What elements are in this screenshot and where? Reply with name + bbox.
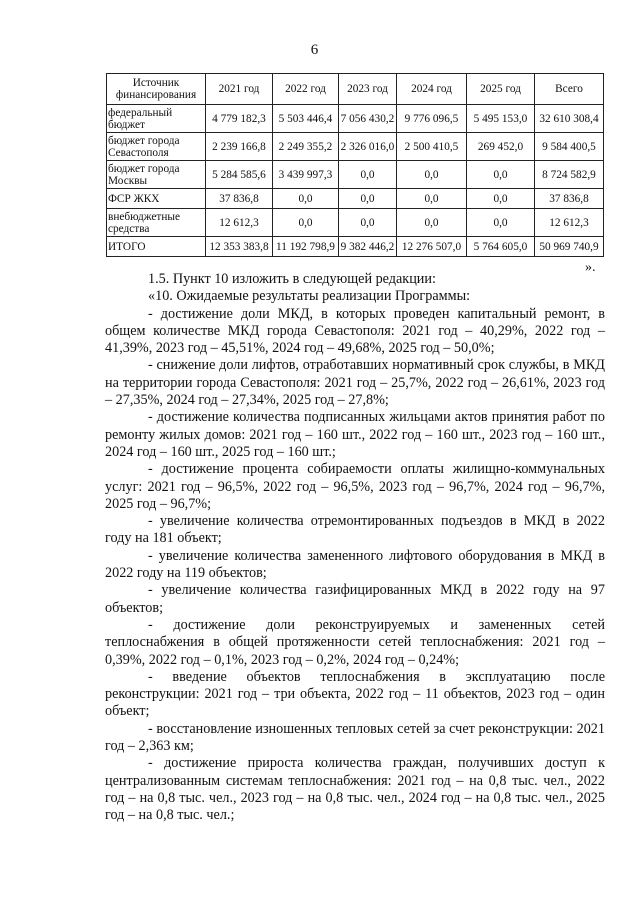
header-2024: 2024 год [397,74,467,105]
cell-2023: 0,0 [339,189,397,209]
cell-2023: 9 382 446,2 [339,237,397,257]
page-number: 6 [310,42,319,58]
cell-2023: 7 056 430,2 [339,105,397,133]
list-item: - достижение доли реконструируемых и замененных сетей теплоснабжения в общей протяженности сетей теплоснабжения: 2021 год – 0,39%, 2022 год – 0,1%, 2023 год – 0,2%, 2024 год – 0,24%; [105,616,605,668]
list-item: - достижение количества подписанных жильцами актов принятия работ по ремонту жилых домов: 2021 год – 160 шт., 2022 год – 160 шт., 2023 год – 160 шт., 2024 год – 160 шт., 2025 год – 160 шт.; [105,409,605,460]
quote-close: ». [585,260,596,275]
cell-2023: 2 326 016,0 [339,133,397,161]
cell-total: 8 724 582,9 [535,161,604,189]
cell-2024: 2 500 410,5 [397,133,467,161]
cell-2023: 0,0 [339,161,397,189]
cell-total: 32 610 308,4 [535,105,604,133]
program-results-heading: «10. Ожидаемые результаты реализации Программы: [148,288,471,305]
list-item: - увеличение количества газифицированных МКД в 2022 году на 97 объектов; [105,582,605,616]
table-row [107,105,604,133]
list-item: - достижение доли МКД, в которых проведен капитальный ремонт, в общем количестве МКД города Севастополя: 2021 год – 40,29%, 2022 год – 41,39%, 2023 год – 45,51%, 2024 год – 49,68%, 2025 год – 50,0%; [105,305,605,357]
header-2025: 2025 год [467,74,535,105]
header-2021: 2021 год [206,74,273,105]
cell-2021: 12 612,3 [206,209,273,237]
document-body [105,271,605,825]
cell-2025: 269 452,0 [467,133,535,161]
cell-source: ФСР ЖКХ [107,189,206,209]
cell-2025: 5 495 153,0 [467,105,535,133]
list-item: - снижение доли лифтов, отработавших нормативный срок службы, в МКД на территории города Севастополя: 2021 год – 25,7%, 2022 год – 26,61%, 2023 год – 27,35%, 2024 год – 27,34%, 2025 год – 27,8%; [105,357,605,409]
cell-total: 50 969 740,9 [535,237,604,257]
section-heading: 1.5. Пункт 10 изложить в следующей редакции: [148,271,436,287]
cell-2024: 0,0 [397,209,467,237]
cell-2023: 0,0 [339,209,397,237]
header-2023: 2023 год [339,74,397,105]
cell-source: ИТОГО [107,237,206,257]
cell-total: 9 584 400,5 [535,133,604,161]
list-item: - увеличение количества замененного лифтового оборудования в МКД в 2022 году на 119 объектов; [105,547,605,582]
cell-2025: 0,0 [467,209,535,237]
cell-2022: 5 503 446,4 [273,105,339,133]
cell-2025: 0,0 [467,189,535,209]
table-row [107,209,604,237]
cell-2024: 12 276 507,0 [397,237,467,257]
header-2022: 2022 год [273,74,339,105]
cell-2021: 37 836,8 [206,189,273,209]
cell-2025: 5 764 605,0 [467,237,535,257]
cell-source: бюджет города Москвы [107,161,206,189]
cell-2022: 0,0 [273,209,339,237]
cell-2021: 12 353 383,8 [206,237,273,257]
cell-2021: 2 239 166,8 [206,133,273,161]
cell-source: внебюджетные средства [107,209,206,237]
table-row [107,133,604,161]
cell-2024: 0,0 [397,161,467,189]
financing-table [106,73,604,257]
cell-source: бюджет города Севастополя [107,133,206,161]
list-item: - достижение процента собираемости оплаты жилищно-коммунальных услуг: 2021 год – 96,5%, 2022 год – 96,5%, 2023 год – 96,7%, 2024 год – 96,7%, 2025 год – 96,7%; [105,461,605,512]
table-row [107,189,604,209]
cell-total: 12 612,3 [535,209,604,237]
cell-2021: 4 779 182,3 [206,105,273,133]
cell-2021: 5 284 585,6 [206,161,273,189]
cell-2024: 9 776 096,5 [397,105,467,133]
cell-2022: 2 249 355,2 [273,133,339,161]
cell-source: федеральный бюджет [107,105,206,133]
list-item: - восстановление изношенных тепловых сетей за счет реконструкции: 2021 год – 2,363 км; [105,720,605,755]
table-total-row [107,237,604,257]
cell-2024: 0,0 [397,189,467,209]
cell-2025: 0,0 [467,161,535,189]
cell-2022: 3 439 997,3 [273,161,339,189]
list-item: - увеличение количества отремонтированных подъездов в МКД в 2022 году на 181 объект; [105,513,605,547]
table-row [107,161,604,189]
header-total: Всего [535,74,604,105]
list-item: - введение объектов теплоснабжения в эксплуатацию после реконструкции: 2021 год – три объекта, 2022 год – 11 объектов, 2023 год – один объект; [105,668,605,720]
header-source: Источник финансирования [107,74,206,105]
cell-2022: 11 192 798,9 [273,237,339,257]
list-item: - достижение прироста количества граждан, получивших доступ к централизованным системам теплоснабжения: 2021 год – на 0,8 тыс. чел., 2022 год – на 0,8 тыс. чел., 2023 год – на 0,8 тыс. чел., 2024 год – на 0,8 тыс. чел., 2025 год – на 0,8 тыс. чел.; [105,755,605,824]
cell-2022: 0,0 [273,189,339,209]
cell-total: 37 836,8 [535,189,604,209]
table-header-row [107,74,604,105]
